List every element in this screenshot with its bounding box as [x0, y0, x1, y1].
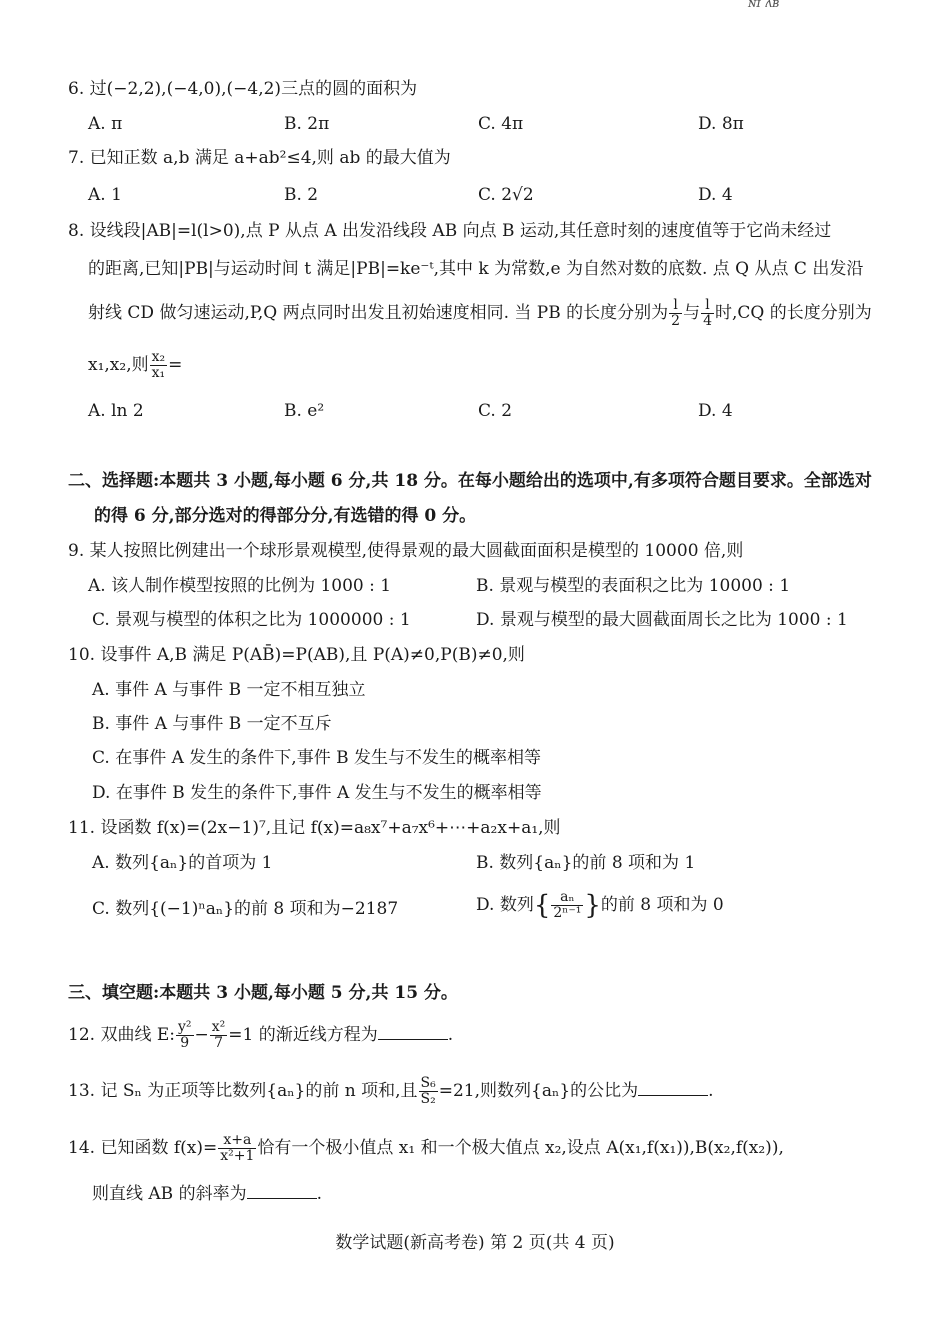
fraction-an-over-2n-1: $\frac{\text{aₙ}}{\text{2ⁿ⁻¹}}$ [553, 889, 582, 921]
q6-option-c: C. 4π [478, 114, 524, 134]
q8-option-a: A. ln 2 [88, 401, 144, 421]
q8-option-b: B. e² [284, 401, 325, 421]
q11-option-b: B. 数列{aₙ}的前 8 项和为 1 [476, 853, 696, 873]
question-11: 11. 设函数 f(x)=(2x−1)⁷,且记 f(x)=a₈x⁷+a₇x⁶+⋯+a₂x+a₁,则 [68, 818, 561, 838]
q9-option-b: B. 景观与模型的表面积之比为 10000 : 1 [476, 576, 791, 596]
question-8-line-1: 8. 设线段|AB|=l(l>0),点 P 从点 A 出发沿线段 AB 向点 B 运动,其任意时刻的速度值等于它尚未经过 [68, 221, 832, 241]
section-2-instructions: 的得 6 分,部分选对的得部分分,有选错的得 0 分。 [94, 506, 477, 526]
answer-blank-13[interactable] [638, 1077, 708, 1096]
q9-option-c: C. 景观与模型的体积之比为 1000000 : 1 [92, 610, 411, 630]
q11-option-d: D. 数列{ $\frac{\text{aₙ}}{\text{2ⁿ⁻¹}}$ }的前 8 项和为 0 [476, 889, 724, 921]
question-10: 10. 设事件 A,B 满足 P(AB̄)=P(AB),且 P(A)≠0,P(B)≠0,则 [68, 645, 525, 665]
question-8-line-4: x₁,x₂,则 $\frac{\text{x₂}}{\text{x₁}}$ = [88, 349, 183, 381]
fraction-x2-over-x1: $\frac{\text{x₂}}{\text{x₁}}$ [151, 349, 166, 381]
question-6: 6. 过(−2,2),(−4,0),(−4,2)三点的圆的面积为 [68, 79, 418, 99]
q9-option-a: A. 该人制作模型按照的比例为 1000 : 1 [88, 576, 392, 596]
fraction-l-over-2: $\frac{l}{2}$ [671, 297, 681, 329]
fraction-l-over-4: $\frac{l}{4}$ [703, 297, 712, 329]
question-13: 13. 记 Sₙ 为正项等比数列{aₙ}的前 n 项和,且 $\frac{\text{S₆}}{\text{S₂}}$ =21,则数列{aₙ}的公比为 . [68, 1075, 714, 1107]
page-footer: 数学试题(新高考卷) 第 2 页(共 4 页) [335, 1233, 615, 1253]
q10-option-a: A. 事件 A 与事件 B 一定不相互独立 [92, 680, 366, 700]
corner-mark: ɴɪ ʌʙ [748, 0, 780, 11]
q7-option-c: C. 2√2 [478, 185, 534, 205]
q9-option-d: D. 景观与模型的最大圆截面周长之比为 1000 : 1 [476, 610, 848, 630]
q7-option-d: D. 4 [698, 185, 733, 205]
question-12: 12. 双曲线 E: $\frac{\text{y²}}{9}$ − $\frac{\text{x²}}{7}$ =1 的渐近线方程为 . [68, 1019, 454, 1051]
fraction-y2-over-9: $\frac{\text{y²}}{9}$ [177, 1019, 192, 1051]
q10-option-c: C. 在事件 A 发生的条件下,事件 B 发生与不发生的概率相等 [92, 748, 541, 768]
answer-blank-14[interactable] [247, 1180, 317, 1199]
fraction-function-f: $\frac{x+a}{\text{x²+1}}$ [220, 1132, 255, 1164]
q6-option-b: B. 2π [284, 114, 330, 134]
question-8-line-2: 的距离,已知|PB|与运动时间 t 满足|PB|=ke⁻ᵗ,其中 k 为常数,e 为自然对数的底数. 点 Q 从点 C 出发沿 [88, 259, 864, 279]
q7-option-b: B. 2 [284, 185, 319, 205]
question-8-line-3: 射线 CD 做匀速运动,P,Q 两点同时出发且初始速度相同. 当 PB 的长度分别为 $\frac{l}{2}$ 与 $\frac{l}{4}$ 时,CQ 的长度分别为 [88, 297, 872, 329]
question-14-line-1: 14. 已知函数 f(x)= $\frac{x+a}{\text{x²+1}}$ 恰有一个极小值点 x₁ 和一个极大值点 x₂,设点 A(x₁,f(x₁)),B(x₂,f(x₂)), [68, 1132, 784, 1164]
fraction-s6-over-s2: $\frac{\text{S₆}}{\text{S₂}}$ [420, 1075, 436, 1107]
section-3-heading: 三、填空题:本题共 3 小题,每小题 5 分,共 15 分。 [68, 983, 458, 1003]
q11-option-c: C. 数列{(−1)ⁿaₙ}的前 8 项和为−2187 [92, 899, 399, 919]
q10-option-b: B. 事件 A 与事件 B 一定不互斥 [92, 714, 332, 734]
q8-option-d: D. 4 [698, 401, 733, 421]
answer-blank-12[interactable] [378, 1021, 448, 1040]
q11-option-a: A. 数列{aₙ}的首项为 1 [92, 853, 273, 873]
fraction-x2-over-7: $\frac{\text{x²}}{7}$ [211, 1019, 226, 1051]
section-2-heading: 二、选择题:本题共 3 小题,每小题 6 分,共 18 分。在每小题给出的选项中,有多项符合题目要求。全部选对 [68, 471, 872, 491]
q7-option-a: A. 1 [88, 185, 122, 205]
question-9: 9. 某人按照比例建出一个球形景观模型,使得景观的最大圆截面面积是模型的 10000 倍,则 [68, 541, 744, 561]
q6-option-d: D. 8π [698, 114, 744, 134]
q8-option-c: C. 2 [478, 401, 513, 421]
question-7: 7. 已知正数 a,b 满足 a+ab²≤4,则 ab 的最大值为 [68, 148, 451, 168]
q10-option-d: D. 在事件 B 发生的条件下,事件 A 发生与不发生的概率相等 [92, 783, 542, 803]
question-14-line-2: 则直线 AB 的斜率为 . [92, 1180, 322, 1207]
q6-option-a: A. π [88, 114, 123, 134]
